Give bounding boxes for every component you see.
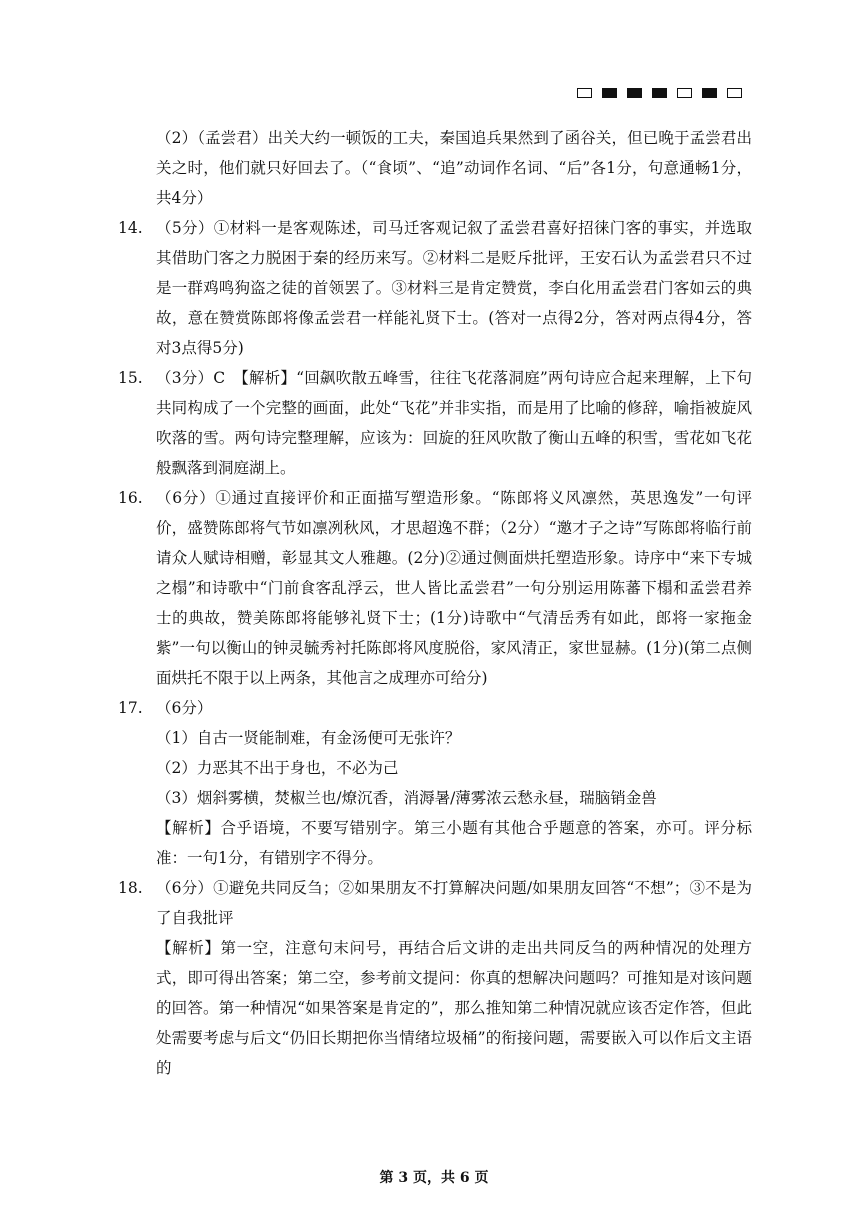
answer-text: （6分）①通过直接评价和正面描写塑造形象。“陈郎将义风凛然，英思逸发”一句评价，盛赞陈郎将气节如凛冽秋风，才思超逸不群；（2分）“邀才子之诗”写陈郎将临行前请众人赋诗相赠，彰显其文人雅趣。(2分)②通过侧面烘托塑造形象。诗序中“来下专城之榻”和诗歌中“门前食客乱浮云，世人皆比孟尝君”一句分别运用陈蕃下榻和孟尝君养士的典故，赞美陈郎将能够礼贤下士；(1分)诗歌中“气清岳秀有如此，郎将一家拖金紫”一句以衡山的钟灵毓秀衬托陈郎将风度脱俗，家风清正，家世显赫。(1分)(第二点侧面烘托不限于以上两条，其他言之成理亦可给分) xyxy=(156,489,752,687)
answer-text: （5分）①材料一是客观陈述，司马迁客观记叙了孟尝君喜好招徕门客的事实，并选取其借助门客之力脱困于秦的经历来写。②材料二是贬斥批评，王安石认为孟尝君只不过是一群鸡鸣狗盗之徒的首领罢了。③材料三是肯定赞赏，李白化用孟尝君门客如云的典故，意在赞赏陈郎将像孟尝君一样能礼贤下士。(答对一点得2分，答对两点得4分，答对3点得5分) xyxy=(156,219,752,357)
answer-content xyxy=(118,123,752,1083)
header-mark xyxy=(702,88,717,98)
header-mark xyxy=(677,88,692,98)
header-mark xyxy=(577,88,592,98)
page-footer: 第 3 页，共 6 页 xyxy=(379,1170,489,1186)
header-mark xyxy=(727,88,742,98)
analysis-text: 【解析】第一空，注意句末问号，再结合后文讲的走出共同反刍的两种情况的处理方式，即可得出答案；第二空，参考前文提问：你真的想解决问题吗？可推知是对该问题的回答。第一种情况“如果答案是肯定的”，那么推知第二种情况就应该否定作答，但此处需要考虑与后文“仍旧长期把你当情绪垃圾桶”的衔接问题，需要嵌入可以作后文主语的 xyxy=(156,939,752,1077)
answer-line: （3）烟斜雾横，焚椒兰也/燎沉香，消溽暑/薄雾浓云愁永昼，瑞脑销金兽 xyxy=(156,789,657,807)
header-mark xyxy=(627,88,642,98)
question-number: 15. xyxy=(118,369,143,387)
header-mark xyxy=(652,88,667,98)
answer-line: （1）自古一贤能制难，有金汤便可无张许？ xyxy=(156,729,461,747)
header-marks xyxy=(577,88,742,98)
question-number: 16. xyxy=(118,489,143,507)
header-mark xyxy=(602,88,617,98)
answer-13-part-2: （2）（孟尝君）出关大约一顿饭的工夫，秦国追兵果然到了函谷关，但已晚于孟尝君出关之时，他们就只好回去了。（“食顷”、“追”动词作名词、“后”各1分，句意通畅1分，共4分） xyxy=(156,129,752,207)
answer-14 xyxy=(118,213,752,363)
question-number: 14. xyxy=(118,219,143,237)
answer-18 xyxy=(118,873,752,1083)
answer-header: （6分） xyxy=(156,699,213,717)
answer-line: （2）力恶其不出于身也，不必为己 xyxy=(156,759,399,777)
answer-16 xyxy=(118,483,752,693)
answer-text: （6分）①避免共同反刍；②如果朋友不打算解决问题/如果朋友回答“不想”；③不是为了自我批评 xyxy=(156,879,752,927)
question-number: 17. xyxy=(118,699,143,717)
question-number: 18. xyxy=(118,879,143,897)
answer-text: （3分）C 【解析】“回飙吹散五峰雪，往往飞花落洞庭”两句诗应合起来理解，上下句共同构成了一个完整的画面，此处“飞花”并非实指，而是用了比喻的修辞，喻指被旋风吹落的雪。两句诗完整理解，应该为：回旋的狂风吹散了衡山五峰的积雪，雪花如飞花般飘落到洞庭湖上。 xyxy=(156,369,752,477)
answer-15 xyxy=(118,363,752,483)
answer-17 xyxy=(118,693,752,873)
analysis-text: 【解析】合乎语境，不要写错别字。第三小题有其他合乎题意的答案，亦可。评分标准：一句1分，有错别字不得分。 xyxy=(156,819,752,867)
